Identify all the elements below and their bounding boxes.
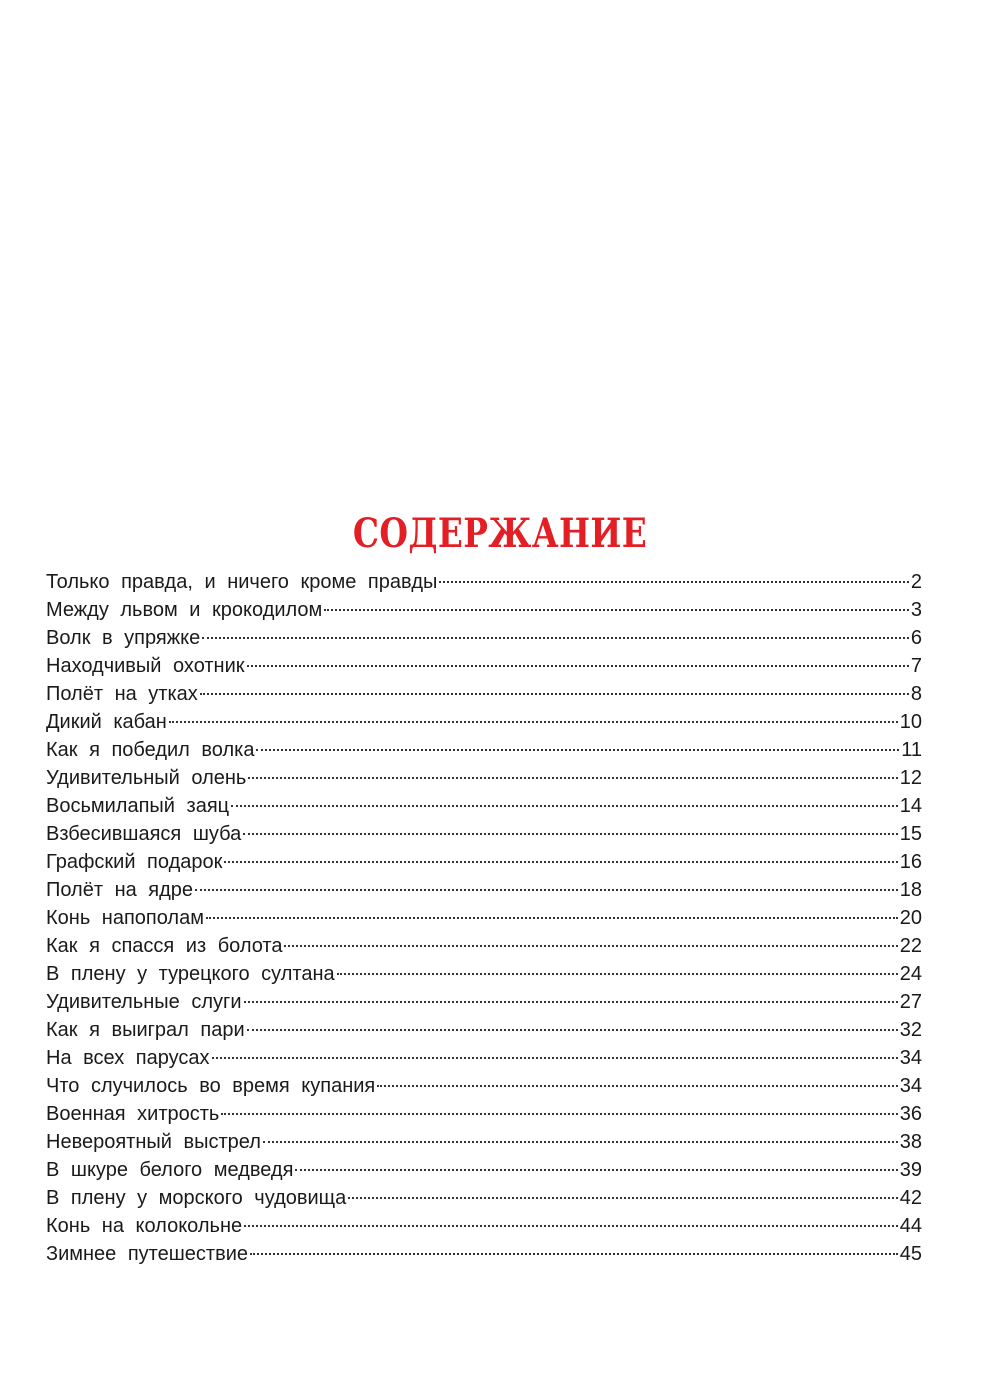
toc-entry-page: 24	[899, 963, 922, 985]
dot-leader	[439, 581, 908, 583]
toc-entry-page: 34	[899, 1075, 922, 1097]
dot-leader	[324, 609, 909, 611]
toc-entry-page: 27	[899, 991, 922, 1013]
toc-entry-title: Находчивый охотник	[46, 655, 245, 677]
dot-leader	[284, 945, 897, 947]
toc-entry-page: 12	[899, 767, 922, 789]
toc-entry-page: 32	[899, 1019, 922, 1041]
toc-entry	[46, 932, 922, 960]
toc-entry	[46, 708, 922, 736]
toc-entry-title: Восьмилапый заяц	[46, 795, 230, 817]
toc-entry-title: Конь напополам	[46, 907, 204, 929]
toc-entry-title: В шкуре белого медведя	[46, 1159, 294, 1181]
dot-leader	[243, 833, 898, 835]
dot-leader	[200, 693, 909, 695]
toc-entry-title: Как я выиграл пари	[46, 1019, 245, 1041]
toc-entry	[46, 568, 922, 596]
toc-entry-page: 38	[899, 1131, 922, 1153]
toc-entry-title: Что случилось во время купания	[46, 1075, 376, 1097]
toc-entry-page: 14	[899, 795, 922, 817]
toc-entry	[46, 652, 922, 680]
toc-entry-title: Графский подарок	[46, 851, 223, 873]
toc-entry-title: Как я спасся из болота	[46, 935, 283, 957]
toc-entry-title: Зимнее путешествие	[46, 1243, 248, 1265]
toc-entry-title: Только правда, и ничего кроме правды	[46, 571, 438, 593]
toc-entry	[46, 1156, 922, 1184]
toc-entry	[46, 1016, 922, 1044]
dot-leader	[295, 1169, 897, 1171]
dot-leader	[169, 721, 898, 723]
toc-entry-title: Как я победил волка	[46, 739, 255, 761]
dot-leader	[244, 1225, 898, 1227]
toc-entry-page: 45	[899, 1243, 922, 1265]
table-of-contents	[46, 568, 922, 1268]
dot-leader	[195, 889, 898, 891]
toc-entry-title: В плену у турецкого султана	[46, 963, 335, 985]
toc-entry-page: 16	[899, 851, 922, 873]
toc-entry	[46, 1044, 922, 1072]
toc-entry	[46, 680, 922, 708]
toc-entry-page: 36	[899, 1103, 922, 1125]
toc-entry-page: 3	[910, 599, 922, 621]
toc-entry-page: 20	[899, 907, 922, 929]
toc-entry	[46, 1212, 922, 1240]
dot-leader	[247, 1029, 898, 1031]
toc-entry-page: 18	[899, 879, 922, 901]
toc-entry-title: Конь на колокольне	[46, 1215, 243, 1237]
toc-entry-page: 6	[910, 627, 922, 649]
toc-entry	[46, 1184, 922, 1212]
toc-entry-page: 39	[899, 1159, 922, 1181]
dot-leader	[206, 917, 898, 919]
toc-entry	[46, 764, 922, 792]
dot-leader	[202, 637, 909, 639]
toc-entry-title: Взбесившаяся шуба	[46, 823, 242, 845]
toc-entry	[46, 1072, 922, 1100]
toc-entry-page: 22	[899, 935, 922, 957]
toc-entry-page: 7	[910, 655, 922, 677]
toc-entry-page: 2	[910, 571, 922, 593]
toc-entry	[46, 736, 922, 764]
toc-entry	[46, 960, 922, 988]
dot-leader	[212, 1057, 898, 1059]
toc-entry	[46, 1128, 922, 1156]
toc-entry-page: 34	[899, 1047, 922, 1069]
toc-entry-title: Военная хитрость	[46, 1103, 220, 1125]
toc-entry-title: Удивительный олень	[46, 767, 247, 789]
toc-entry-page: 42	[899, 1187, 922, 1209]
toc-entry-title: Полёт на утках	[46, 683, 198, 705]
dot-leader	[224, 861, 897, 863]
toc-entry	[46, 820, 922, 848]
dot-leader	[377, 1085, 897, 1087]
toc-entry-title: Между львом и крокодилом	[46, 599, 323, 621]
toc-entry-title: Полёт на ядре	[46, 879, 194, 901]
toc-entry	[46, 596, 922, 624]
toc-entry-page: 11	[901, 739, 922, 761]
dot-leader	[231, 805, 898, 807]
toc-entry-title: Дикий кабан	[46, 711, 167, 733]
dot-leader	[250, 1253, 898, 1255]
dot-leader	[221, 1113, 897, 1115]
toc-entry	[46, 876, 922, 904]
toc-entry	[46, 848, 922, 876]
toc-entry-title: На всех парусах	[46, 1047, 210, 1069]
toc-entry	[46, 904, 922, 932]
dot-leader	[244, 1001, 898, 1003]
toc-entry-title: Удивительные слуги	[46, 991, 242, 1013]
dot-leader	[348, 1197, 898, 1199]
toc-entry	[46, 1240, 922, 1268]
toc-entry-title: Невероятный выстрел	[46, 1131, 261, 1153]
dot-leader	[247, 665, 909, 667]
toc-entry-title: В плену у морского чудовища	[46, 1187, 347, 1209]
toc-entry	[46, 988, 922, 1016]
toc-entry	[46, 1100, 922, 1128]
toc-entry-title: Волк в упряжке	[46, 627, 201, 649]
dot-leader	[248, 777, 897, 779]
toc-entry-page: 15	[899, 823, 922, 845]
page-title: СОДЕРЖАНИЕ	[352, 510, 648, 557]
toc-entry-page: 10	[899, 711, 922, 733]
dot-leader	[263, 1141, 898, 1143]
toc-entry	[46, 792, 922, 820]
toc-entry	[46, 624, 922, 652]
toc-entry-page: 8	[910, 683, 922, 705]
toc-entry-page: 44	[899, 1215, 922, 1237]
dot-leader	[337, 973, 898, 975]
dot-leader	[256, 749, 899, 751]
